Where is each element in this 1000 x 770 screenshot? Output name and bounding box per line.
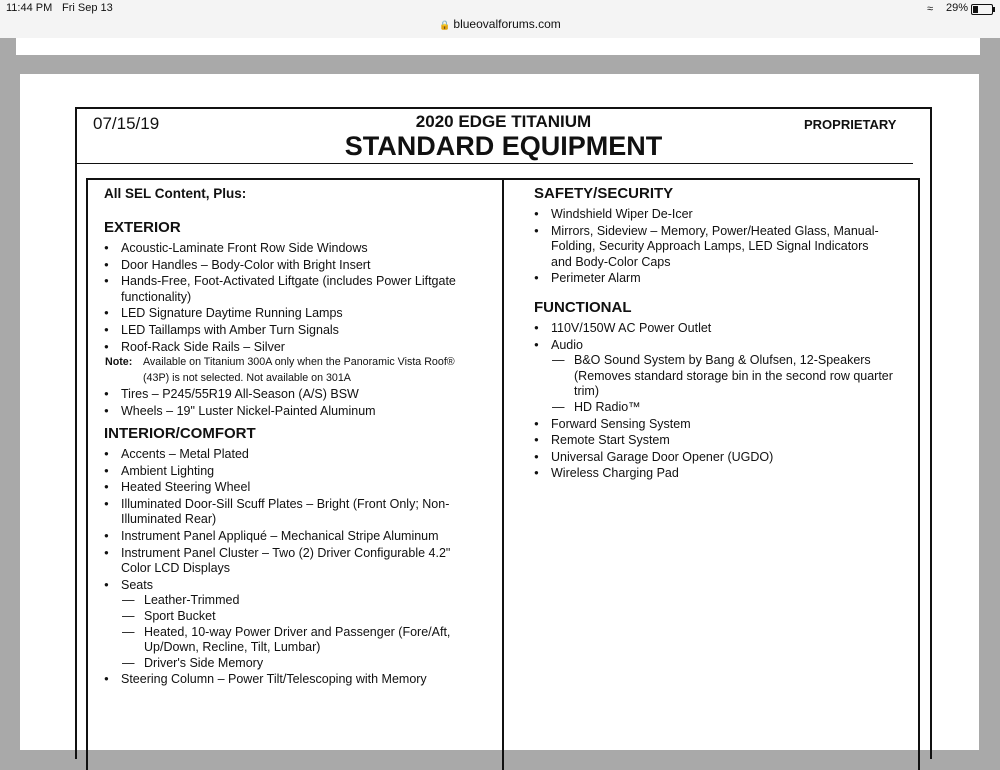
list-item: ● Perimeter Alarm [518, 270, 908, 287]
sub-item: — Driver's Side Memory [88, 656, 488, 672]
battery-fill [973, 6, 978, 13]
equipment-table [86, 178, 920, 770]
exterior-list [88, 240, 488, 420]
interior-list [88, 446, 488, 688]
document-page [20, 74, 979, 750]
list-item: ● 110V/150W AC Power Outlet [518, 320, 908, 337]
status-date: Fri Sep 13 [62, 2, 113, 14]
list-item: ● Steering Column – Power Tilt/Telescoping with Memory [88, 671, 488, 688]
list-item: ● Universal Garage Door Opener (UGDO) [518, 449, 908, 466]
url-text: blueovalforums.com [453, 17, 561, 31]
section-title-interior: INTERIOR/COMFORT [104, 425, 256, 442]
wifi-icon: ≈ [927, 3, 934, 15]
battery-icon [971, 4, 993, 15]
list-item: ● LED Taillamps with Amber Turn Signals [88, 322, 488, 339]
safety-list [518, 206, 908, 287]
status-bar [0, 0, 1000, 38]
lock-icon: 🔒 [439, 20, 451, 30]
list-item: ● Audio [518, 337, 908, 354]
list-item: ● Remote Start System [518, 432, 908, 449]
list-item: ● Windshield Wiper De-Icer [518, 206, 908, 223]
list-item: ● Tires – P245/55R19 All-Season (A/S) BSW [88, 386, 488, 403]
note-label: Note: [105, 356, 133, 369]
list-item: ● Heated Steering Wheel [88, 479, 488, 496]
note [88, 355, 488, 386]
column-divider [502, 180, 504, 770]
section-title-exterior: EXTERIOR [104, 219, 181, 236]
list-item: ● Door Handles – Body-Color with Bright Insert [88, 257, 488, 274]
intro-text: All SEL Content, Plus: [104, 186, 247, 201]
status-time: 11:44 PM [6, 2, 53, 14]
header-rule [75, 163, 913, 164]
document-frame [75, 107, 932, 759]
list-item: ● Ambient Lighting [88, 463, 488, 480]
document-title: STANDARD EQUIPMENT [344, 131, 663, 161]
list-item: ● Accents – Metal Plated [88, 446, 488, 463]
sub-item: — B&O Sound System by Bang & Olufsen, 12-Speakers (Removes standard storage bin in the second row quarter trim) [518, 353, 908, 400]
list-item: ● Roof-Rack Side Rails – Silver [88, 339, 488, 356]
note-text: Available on Titanium 300A only when the Panoramic Vista Roof® (43P) is not selected. Not available on 301A [143, 356, 455, 384]
list-item: ● Forward Sensing System [518, 416, 908, 433]
section-title-functional: FUNCTIONAL [534, 299, 632, 316]
list-item: ● Instrument Panel Cluster – Two (2) Driver Configurable 4.2" Color LCD Displays [88, 545, 488, 577]
address-bar[interactable] [0, 17, 1000, 31]
list-item: ● Illuminated Door-Sill Scuff Plates – Bright (Front Only; Non-Illuminated Rear) [88, 496, 488, 528]
functional-list [518, 320, 908, 482]
list-item: ● Instrument Panel Appliqué – Mechanical Stripe Aluminum [88, 528, 488, 545]
sub-item: — HD Radio™ [518, 400, 908, 416]
previous-page-edge [16, 38, 980, 55]
document-date: 07/15/19 [93, 114, 160, 133]
list-item: ● Hands-Free, Foot-Activated Liftgate (includes Power Liftgate functionality) [88, 273, 488, 305]
sub-item: — Sport Bucket [88, 609, 488, 625]
sub-item: — Leather-Trimmed [88, 593, 488, 609]
document-model: 2020 EDGE TITANIUM [415, 112, 592, 131]
list-item: ● LED Signature Daytime Running Lamps [88, 305, 488, 322]
list-item: ● Wireless Charging Pad [518, 465, 908, 482]
list-item: ● Wheels – 19" Luster Nickel-Painted Aluminum [88, 403, 488, 420]
list-item: ● Seats [88, 577, 488, 594]
sub-item: — Heated, 10-way Power Driver and Passenger (Fore/Aft, Up/Down, Recline, Tilt, Lumbar) [88, 625, 488, 656]
section-title-safety: SAFETY/SECURITY [534, 185, 674, 202]
list-item: ● Acoustic-Laminate Front Row Side Windows [88, 240, 488, 257]
document-classification: PROPRIETARY [804, 117, 897, 132]
battery-percent: 29% [946, 2, 969, 14]
list-item: ● Mirrors, Sideview – Memory, Power/Heated Glass, Manual-Folding, Security Approach Lamps, LED Signal Indicators and Body-Color Caps [518, 223, 908, 271]
